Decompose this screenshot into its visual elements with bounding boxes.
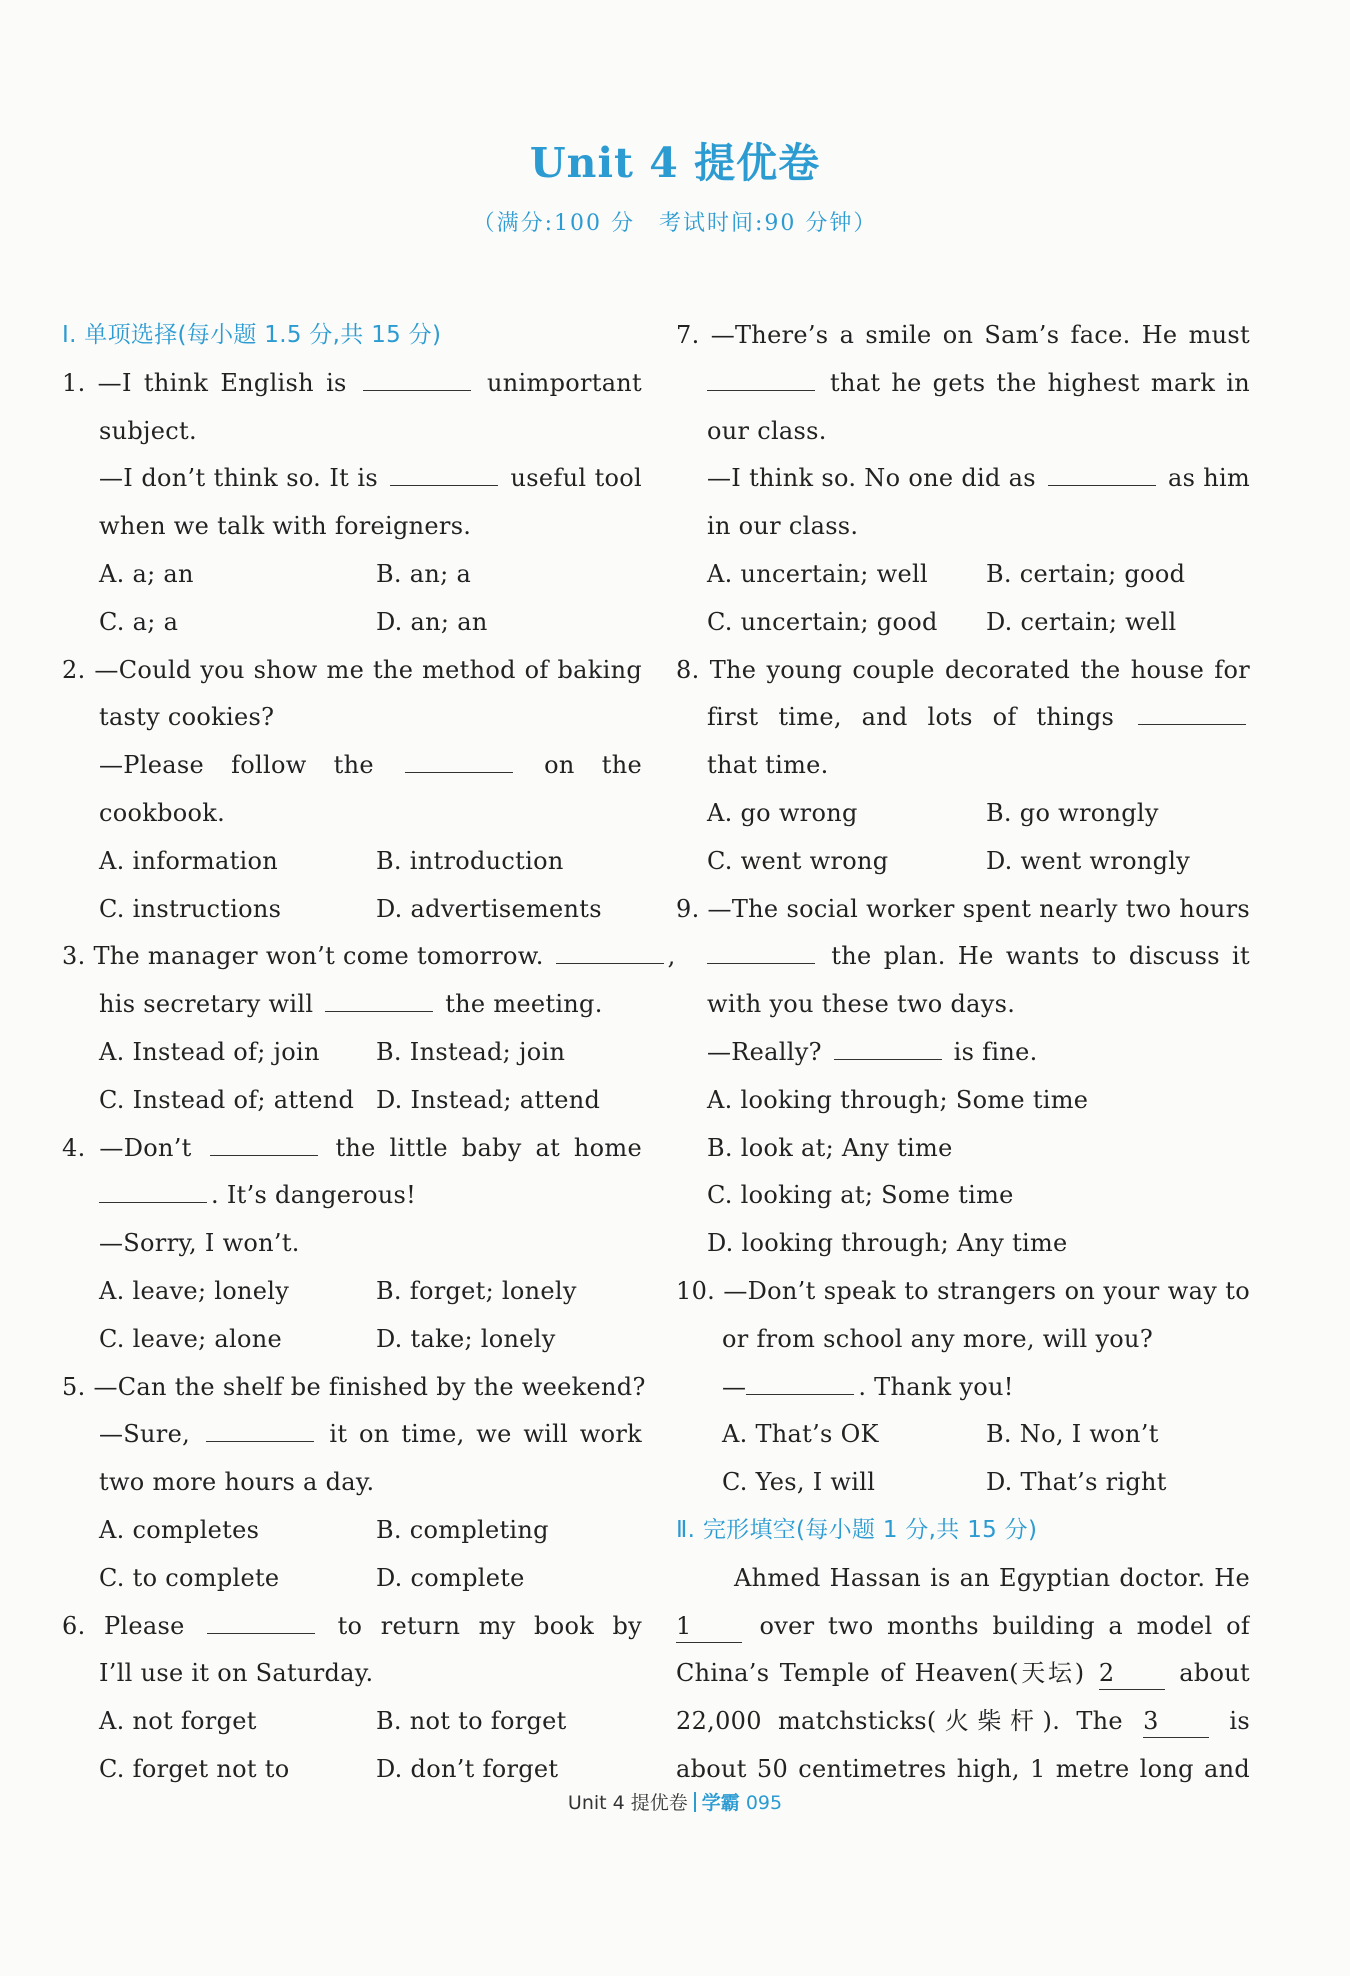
page-footer [0, 1788, 1350, 1815]
footer-brand: 学霸 [701, 1792, 740, 1814]
left-column [62, 312, 676, 1794]
page-title: Unit 4 提优卷 [529, 139, 821, 187]
right-column [676, 312, 1250, 1794]
footer-divider [694, 1792, 696, 1812]
answer-blank[interactable] [707, 933, 815, 964]
option-d[interactable]: D. an; an [376, 607, 488, 636]
question-stem: . It’s dangerous! [62, 1172, 642, 1220]
passage-line: China’s Temple of Heaven(天坛) 2 about [676, 1650, 1250, 1698]
answer-blank[interactable] [1138, 694, 1246, 725]
option-c[interactable]: C. uncertain; good [707, 607, 938, 636]
answer-blank[interactable] [99, 1172, 207, 1203]
question-reply: —I think so. No one did as as him [676, 455, 1250, 503]
option-b[interactable]: B. Instead; join [376, 1037, 566, 1066]
option-b[interactable]: B. certain; good [986, 559, 1186, 588]
passage-line: 22,000 matchsticks(火柴杆). The 3 is [676, 1698, 1250, 1746]
question-reply: in our class. [707, 512, 859, 541]
options-row [62, 1316, 642, 1364]
answer-blank[interactable] [746, 1364, 854, 1395]
options-row [62, 1746, 642, 1794]
options-row [676, 838, 1250, 886]
question-reply: —Sorry, I won’t. [99, 1229, 300, 1258]
question-reply: —Please follow the on the [62, 742, 642, 790]
question-reply: when we talk with foreigners. [99, 512, 472, 541]
options-row [676, 551, 1250, 599]
answer-blank[interactable] [834, 1029, 942, 1060]
option-b[interactable]: B. go wrongly [986, 798, 1159, 827]
exam-info: （满分:100 分 考试时间:90 分钟） [472, 211, 878, 236]
question-reply: —I don’t think so. It is useful tool [62, 455, 642, 503]
question-stem: 1. —I think English is unimportant [62, 360, 642, 408]
question-stem: 10. —Don’t speak to strangers on your way to [676, 1276, 1250, 1305]
option-a[interactable]: A. go wrong [707, 798, 858, 827]
option-b[interactable]: B. introduction [376, 846, 564, 875]
answer-blank[interactable] [556, 933, 664, 964]
question-stem: 8. The young couple decorated the house for [676, 655, 1250, 684]
question-stem: 7. —There’s a smile on Sam’s face. He must [676, 321, 1250, 349]
answer-blank[interactable] [210, 1125, 318, 1156]
section-heading: Ⅱ. 完形填空(每小题 1 分,共 15 分) [676, 1516, 1038, 1543]
option-c[interactable]: C. leave; alone [99, 1324, 283, 1353]
answer-blank[interactable] [325, 981, 433, 1012]
question-stem: subject. [99, 416, 197, 445]
question-reply: — . Thank you! [676, 1364, 1250, 1412]
question-stem: that time. [707, 751, 829, 780]
section-heading: Ⅰ. 单项选择(每小题 1.5 分,共 15 分) [62, 322, 442, 348]
option-c[interactable]: C. to complete [99, 1563, 280, 1592]
options-row [62, 599, 642, 647]
question-stem: tasty cookies? [99, 703, 275, 732]
footer-unit: Unit 4 提优卷 [567, 1792, 688, 1814]
options-row [62, 1268, 642, 1316]
cloze-blank-3[interactable]: 3 [1143, 1705, 1209, 1738]
question-stem: 3. The manager won’t come tomorrow. , [62, 933, 642, 981]
option-b[interactable]: B. No, I won’t [986, 1420, 1159, 1449]
option-a[interactable]: A. looking through; Some time [707, 1085, 1089, 1114]
option-d[interactable]: D. certain; well [986, 607, 1177, 636]
question-stem: our class. [707, 416, 827, 445]
answer-blank[interactable] [363, 360, 471, 391]
options-row [62, 1698, 642, 1746]
option-d[interactable]: D. complete [376, 1563, 525, 1592]
option-b[interactable]: B. an; a [376, 559, 472, 588]
question-stem: the plan. He wants to discuss it [676, 933, 1250, 981]
question-stem: 2. —Could you show me the method of baking [62, 655, 642, 684]
answer-blank[interactable] [390, 455, 498, 486]
option-d[interactable]: D. don’t forget [376, 1754, 559, 1783]
answer-blank[interactable] [1048, 455, 1156, 486]
answer-blank[interactable] [405, 742, 513, 773]
options-row [62, 886, 642, 934]
option-c[interactable]: C. instructions [99, 894, 282, 923]
options-row [676, 1411, 1250, 1459]
options-row [62, 1555, 642, 1603]
options-row [676, 790, 1250, 838]
option-a[interactable]: A. not forget [99, 1707, 257, 1736]
question-reply: two more hours a day. [99, 1468, 375, 1497]
passage-line: about 50 centimetres high, 1 metre long and [676, 1754, 1250, 1783]
option-c[interactable]: C. looking at; Some time [707, 1181, 1014, 1210]
options-row [62, 1507, 642, 1555]
question-stem: or from school any more, will you? [722, 1324, 1153, 1353]
passage-line: 1 over two months building a model of [676, 1603, 1250, 1651]
option-b[interactable]: B. completing [376, 1515, 549, 1544]
option-d[interactable]: D. Instead; attend [376, 1085, 601, 1114]
option-d[interactable]: D. take; lonely [376, 1324, 556, 1353]
option-c[interactable]: C. forget not to [99, 1754, 290, 1783]
option-c[interactable]: C. went wrong [707, 846, 889, 875]
options-row [62, 838, 642, 886]
option-b[interactable]: B. not to forget [376, 1707, 567, 1736]
question-stem: 6. Please to return my book by [62, 1603, 642, 1651]
cloze-blank-2[interactable]: 2 [1099, 1657, 1165, 1690]
answer-blank[interactable] [207, 1603, 315, 1634]
option-c[interactable]: C. a; a [99, 607, 179, 636]
answer-blank[interactable] [707, 360, 815, 391]
passage-line: Ahmed Hassan is an Egyptian doctor. He [734, 1563, 1250, 1592]
question-stem: his secretary will the meeting. [62, 981, 642, 1029]
question-stem: that he gets the highest mark in [676, 360, 1250, 408]
option-a[interactable]: A. Instead of; join [99, 1037, 320, 1066]
option-a[interactable]: A. uncertain; well [707, 559, 928, 588]
question-stem: I’ll use it on Saturday. [99, 1659, 374, 1688]
question-stem: 4. —Don’t the little baby at home [62, 1125, 642, 1173]
question-stem: first time, and lots of things [676, 694, 1250, 742]
options-row [62, 551, 642, 599]
options-row [676, 599, 1250, 647]
option-a[interactable]: A. completes [99, 1515, 260, 1544]
option-b[interactable]: B. forget; lonely [376, 1276, 577, 1305]
options-row [62, 1077, 642, 1125]
question-stem: with you these two days. [707, 990, 1016, 1019]
options-row [676, 1459, 1250, 1507]
option-d[interactable]: D. That’s right [986, 1468, 1167, 1497]
option-b[interactable]: B. look at; Any time [707, 1133, 953, 1162]
option-a[interactable]: A. a; an [99, 559, 194, 588]
answer-blank[interactable] [206, 1411, 314, 1442]
question-stem: 5. —Can the shelf be finished by the weekend? [62, 1372, 646, 1401]
page-number: 095 [745, 1792, 783, 1814]
option-c[interactable]: C. Instead of; attend [99, 1085, 355, 1114]
question-stem: 9. —The social worker spent nearly two hours [676, 894, 1250, 923]
option-c[interactable]: C. Yes, I will [722, 1468, 876, 1497]
cloze-blank-1[interactable]: 1 [676, 1610, 742, 1643]
question-reply: —Really? is fine. [676, 1029, 1250, 1077]
option-a[interactable]: A. information [99, 846, 279, 875]
question-reply: —Sure, it on time, we will work [62, 1411, 642, 1459]
option-d[interactable]: D. went wrongly [986, 846, 1191, 875]
option-a[interactable]: A. leave; lonely [99, 1276, 290, 1305]
option-d[interactable]: D. looking through; Any time [707, 1229, 1068, 1258]
question-reply: cookbook. [99, 798, 226, 827]
option-d[interactable]: D. advertisements [376, 894, 602, 923]
option-a[interactable]: A. That’s OK [722, 1420, 879, 1449]
options-row [62, 1029, 642, 1077]
